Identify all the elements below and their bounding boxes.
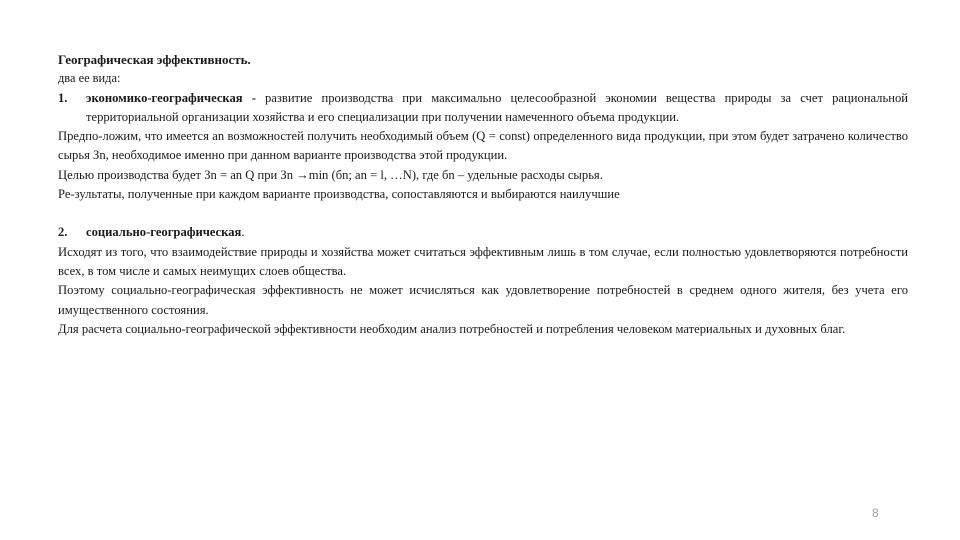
list-item-2-body — [86, 223, 908, 242]
list-item-1 — [58, 89, 908, 128]
slide-content — [58, 50, 908, 339]
paragraph: Ре-зультаты, полученные при каждом варианте производства, сопоставляются и выбираются наилучшие — [58, 187, 620, 202]
list-item-2-number: 2. — [58, 225, 68, 240]
paragraph: Исходят из того, что взаимодействие природы и хозяйства может считаться эффективным лишь в том случае, если полностью удовлетворяются потребности всех, в том числе и самых неимущих слоев общества. — [58, 244, 908, 278]
page-number: 8 — [872, 506, 879, 520]
subtitle: два ее вида: — [58, 71, 121, 86]
list-item-1-term: экономико-географическая - — [86, 90, 256, 105]
paragraph: Для расчета социально-географической эффективности необходим анализ потребностей и потребления человеком материальных и духовных благ. — [58, 321, 846, 336]
list-item-2-term: социально-географическая — [86, 225, 242, 240]
paragraph: Предпо-ложим, что имеется аn возможностей получить необходимый объем (Q = const) определенного вида продукции, при этом будет затрачено количество сырья Зn, необходимое именно при данном варианте производства этой продукции. — [58, 129, 908, 163]
list-item-2-text: . — [241, 225, 245, 240]
slide-title: Географическая эффективность. — [58, 52, 251, 67]
list-item-1-number: 1. — [58, 90, 68, 105]
list-item-1-text: развитие производства при максимально целесообразной экономии вещества природы за счет рациональной территориальной организации хозяйства и его специализации при получении намеченного объема продукции. — [86, 90, 908, 124]
list-item-1-body — [86, 89, 908, 128]
spacer — [58, 204, 908, 223]
list-item-2 — [58, 223, 908, 242]
paragraph: Целью производства будет Зn = аn Q при Зn →min (бn; аn = l, …N), где бn – удельные расходы сырья. — [58, 167, 603, 182]
paragraph: Поэтому социально-географическая эффективность не может исчисляться как удовлетворение потребностей в среднем одного жителя, без учета его имущественного состояния. — [58, 283, 908, 317]
